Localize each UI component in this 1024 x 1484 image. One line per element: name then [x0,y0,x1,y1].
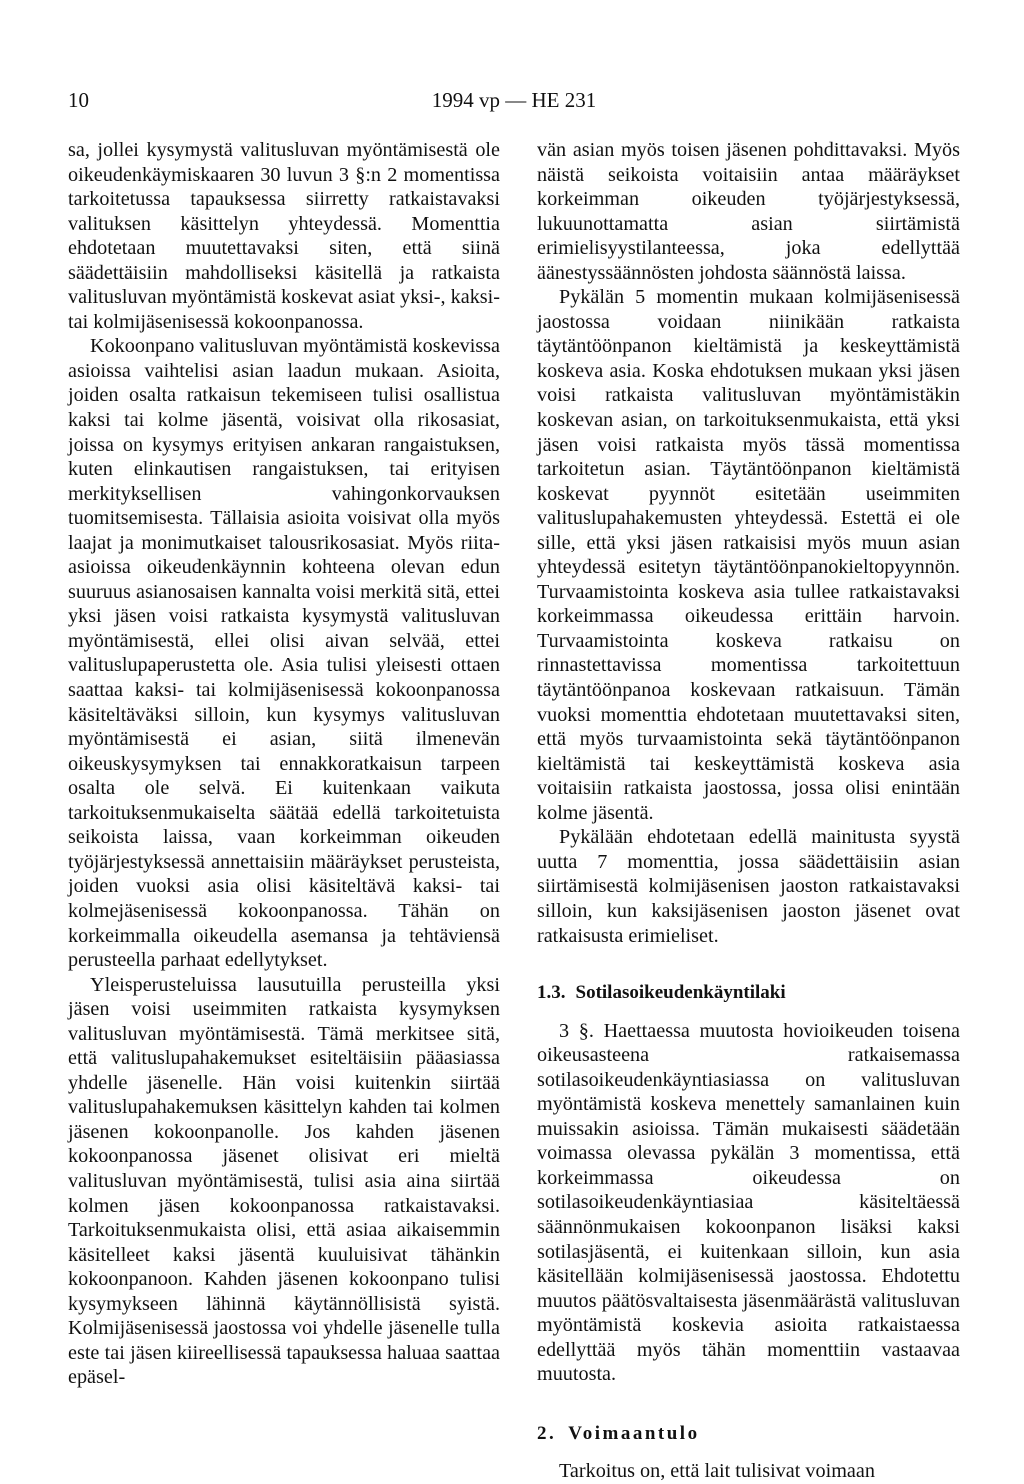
paragraph: sa, jollei kysymystä valitusluvan myöntämisestä ole oikeudenkäymiskaaren 30 luvun 3 §:n 2 momentissa tarkoitetussa tapauksessa siirretty ratkaistavaksi valituksen käsittelyn yhteydessä. Momenttia ehdotetaan muutettavaksi siten, että siinä säädettäisiin mahdolliseksi käsitellä ja ratkaista valitusluvan myöntämistä koskevat asiat yksi-, kaksi- tai kolmijäsenisessä kokoonpanossa. [68,139,500,333]
paragraph: Tarkoitus on, että lait tulisivat voimaan [559,1460,875,1483]
paragraph: vän asian myös toisen jäsenen pohdittavaksi. Myös näistä seikoista voitaisiin antaa määräykset korkeimman oikeuden työjärjestyksessä, lukuunottamatta asian siirtämistä erimielisyystilanteessa, joka edellyttää äänestyssäännösten johdosta säännöstä laissa. [537,139,960,284]
paragraph: Pykälään ehdotetaan edellä mainitusta syystä uutta 7 momenttia, jossa säädettäisiin asian siirtämisestä kolmijäsenisen jaoston ratkaistavaksi silloin, kun kaksijäsenisen jaoston jäsenet ovat ratkaisusta erimieliset. [537,826,960,947]
page-header [68,88,960,118]
left-column [68,138,500,1390]
section-number: 1.3. [537,982,566,1004]
section-number: 2. [537,1422,557,1444]
running-head: 1994 vp — HE 231 [431,88,597,112]
section-title: Sotilasoikeudenkäyntilaki [575,982,786,1004]
section-title: Voimaantulo [568,1422,700,1444]
paragraph: Yleisperusteluissa lausutuilla perusteilla yksi jäsen voisi useimmiten ratkaista kysymyksen valitusluvan myöntämisestä. Tämä merkitsee sitä, että valituslupahakemukset esiteltäisiin pääasiassa yhdelle jäsenelle. Hän voisi kuitenkin siirtää valituslupahakemuksen käsittelyn kahden tai kolmen jäsenen kokoonpanolle. Jos kahden jäsenen kokoonpanossa jäsenet olisivat eri mieltä valitusluvan myöntämisestä, tulisi asia aina siirtää kolmen jäsen kokoonpanossa ratkaistavaksi. Tarkoituksenmukaista olisi, että asiaa aikaisemmin käsitelleet kaksi jäsentä kuuluisivat tähänkin kokoonpanoon. Kahden jäsenen kokoonpano tulisi kysymykseen lähinnä käytännöllisistä syistä. Kolmijäsenisessä jaostossa voi yhdelle jäsenelle tulla este tai jäsen kiireellisessä tapauksessa haluaa saattaa epäsel- [68,973,500,1389]
paragraph: Kokoonpano valitusluvan myöntämistä koskevissa asioissa vaihtelisi asian laadun mukaan. Asioita, joiden osalta ratkaisun tekemiseen tulisi osallistua kaksi tai kolme jäsentä, voisivat olla rikosasiat, joissa on kysymys erityisen ankaran rangaistuksen, kuten elinkautisen rangaistuksen, tai erityisen merkityksellisen vahingonkorvauksen tuomitsemisesta. Tällaisia asioita voisivat olla myös laajat ja monimutkaiset talousrikosasiat. Myös riita-asioissa oikeudenkäynnin kohteena olevan edun suuruus asianosaisen kannalta voisi merkitä sitä, ettei yksi jäsen voisi ratkaista kysymystä valitusluvan myöntämisestä, ellei olisi aivan selvää, ettei valituslupaperustetta ole. Asia tulisi yleisesti ottaen saattaa kaksi- tai kolmijäsenisessä kokoonpanossa käsiteltäväksi silloin, kun kysymys valitusluvan myöntämisestä ei asian, siitä ilmenevän oikeuskysymyksen tai ennakkoratkaisun tarpeen osalta ole selvä. Ei kuitenkaan vaikuta tarkoituksenmukaiselta säätää edellä tarkoitetuista seikoista laissa, vaan korkeimman oikeuden työjärjestyksessä annettaisiin määräykset perusteista, joiden vuoksi asia olisi käsiteltävä kaksi- tai kolmejäsenisessä kokoonpanossa. Tähän on korkeimmalla oikeudella asemansa ja tehtäviensä perusteella parhaat edellytykset. [68,335,500,972]
paragraph: 3 §. Haettaessa muutosta hovioikeuden toisena oikeusasteena ratkaisemassa sotilasoikeudenkäyntiasiassa on valitusluvan myöntämistä koskeva menettely samanlainen kuin muissakin asioissa. Tämän mukaisesti säädetään voimassa olevassa pykälän 3 momentissa, että korkeimmassa oikeudessa on sotilasoikeudenkäyntiasiaa käsiteltäessä säännönmukaisen kokoonpanon lisäksi kaksi sotilasjäsentä, ei kuitenkaan silloin, kun asia käsitellään kolmijäsenisessä jaostossa. Ehdotettu muutos päätösvaltaisesta jäsenmäärästä valitusluvan myöntämistä koskevia asioita ratkaistaessa edellyttää myös tähän momenttiin vastaavaa muutosta. [537,1019,960,1386]
paragraph: Pykälän 5 momentin mukaan kolmijäsenisessä jaostossa voidaan niinikään ratkaista täytäntöönpanon kieltämistä ja keskeyttämistä koskeva asia. Koska ehdotuksen mukaan yksi jäsen voisi ratkaista valitusluvan myöntämistäkin koskevan asian, on tarkoituksenmukaista, että yksi jäsen voisi ratkaista myös tässä momentissa tarkoitetun asian. Täytäntöönpanon kieltämistä koskevat pyynnöt esitetään useimmiten valituslupahakemusten yhteydessä. Estettä ei ole sille, että yksi jäsen ratkaisisi myös muun asian yhteydessä esitetyn täytäntöönpanokieltopyynnön. Turvaamistointa koskeva asia tullee ratkaistavaksi korkeimmassa oikeudessa erittäin harvoin. Turvaamistointa koskeva ratkaisu on rinnastettavissa momentissa tarkoitettuun täytäntöönpanoa koskevaan ratkaisuun. Tämän vuoksi momenttia ehdotetaan muutettavaksi siten, että myös turvaamistointa sekä täytäntöönpanon kieltämistä tai keskeyttämistä koskeva asia voitaisiin ratkaista jaostossa, jossa olisi enintään kolme jäsentä. [537,286,960,824]
page-number: 10 [68,88,89,112]
right-column [537,138,960,1484]
section-heading-2 [537,1422,960,1447]
section-heading-1-3 [537,981,960,1006]
